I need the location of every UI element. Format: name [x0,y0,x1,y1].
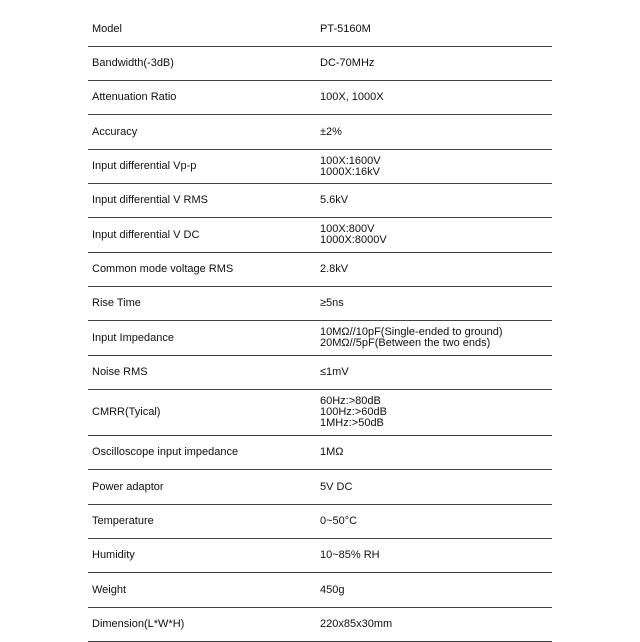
spec-value-line: 10MΩ//10pF(Single-ended to ground) [320,326,503,338]
spec-row [88,573,552,608]
spec-table [88,12,552,642]
spec-value-line: 2.8kV [320,263,349,275]
spec-value [320,58,552,69]
spec-value-line: 100X, 1000X [320,91,384,103]
spec-row [88,287,552,321]
spec-value [320,127,552,138]
spec-label: Weight [92,583,127,596]
spec-value-line: ±2% [320,125,342,138]
spec-value [320,24,552,35]
spec-row [88,539,552,573]
spec-label: Input differential V DC [92,228,200,241]
spec-value [320,447,552,458]
spec-value [320,482,552,493]
spec-value [320,156,552,178]
spec-row [88,253,552,287]
spec-label: Rise Time [92,297,141,309]
spec-value-line: 100X:800V [320,223,375,235]
spec-value-line: 1000X:8000V [320,234,387,246]
spec-row [88,150,552,184]
spec-value-line: PT-5160M [320,22,371,35]
spec-value [320,264,552,275]
spec-label: Attenuation Ratio [92,91,177,103]
spec-value [320,298,552,309]
spec-label: Temperature [92,515,154,527]
spec-value-line: 1000X:16kV [320,165,380,178]
spec-label: CMRR(Tyical) [92,406,161,418]
spec-value-line: 1MHz:>50dB [320,417,384,429]
spec-label: Input differential V RMS [92,194,208,206]
spec-value-line: 5V DC [320,480,353,493]
spec-row [88,321,552,356]
spec-value-line: 20MΩ//5pF(Between the two ends) [320,337,491,349]
spec-row [88,115,552,150]
spec-value [320,619,552,630]
spec-value [320,396,552,429]
spec-row [88,390,552,436]
spec-row [88,47,552,81]
spec-label: Noise RMS [92,366,148,378]
spec-row [88,218,552,253]
spec-value-line: 1MΩ [320,446,344,458]
spec-label: Input Impedance [92,331,174,344]
spec-row [88,505,552,539]
spec-label: Input differential Vp-p [92,160,197,172]
spec-value [320,327,552,349]
spec-value-line: 100Hz:>60dB [320,406,387,418]
spec-value [320,92,552,103]
spec-value-line: 100X:1600V [320,154,381,167]
spec-value-line: ≤1mV [320,366,349,378]
spec-label: Bandwidth(-3dB) [92,57,174,69]
spec-value [320,367,552,378]
spec-value-line: 220x85x30mm [320,618,393,630]
spec-value-line: 10~85% RH [320,549,380,561]
spec-value-line: 60Hz:>80dB [320,395,381,407]
spec-row [88,184,552,218]
spec-value [320,195,552,206]
spec-label: Accuracy [92,125,138,138]
spec-value [320,585,552,596]
spec-label: Model [92,22,122,35]
spec-row [88,608,552,642]
spec-label: Power adaptor [92,480,164,493]
spec-label: Dimension(L*W*H) [92,618,185,630]
spec-value [320,550,552,561]
spec-value-line: ≥5ns [320,297,344,309]
spec-label: Humidity [92,549,135,561]
spec-value [320,516,552,527]
spec-value-line: 5.6kV [320,194,349,206]
spec-label: Common mode voltage RMS [92,263,234,275]
spec-value-line: 0~50°C [320,515,358,527]
spec-label: Oscilloscope input impedance [92,446,239,458]
spec-row [88,470,552,505]
spec-row [88,436,552,470]
spec-row [88,12,552,47]
spec-value [320,224,552,246]
spec-value-line: 450g [320,583,345,596]
spec-value-line: DC-70MHz [320,57,375,69]
spec-row [88,356,552,390]
spec-row [88,81,552,115]
